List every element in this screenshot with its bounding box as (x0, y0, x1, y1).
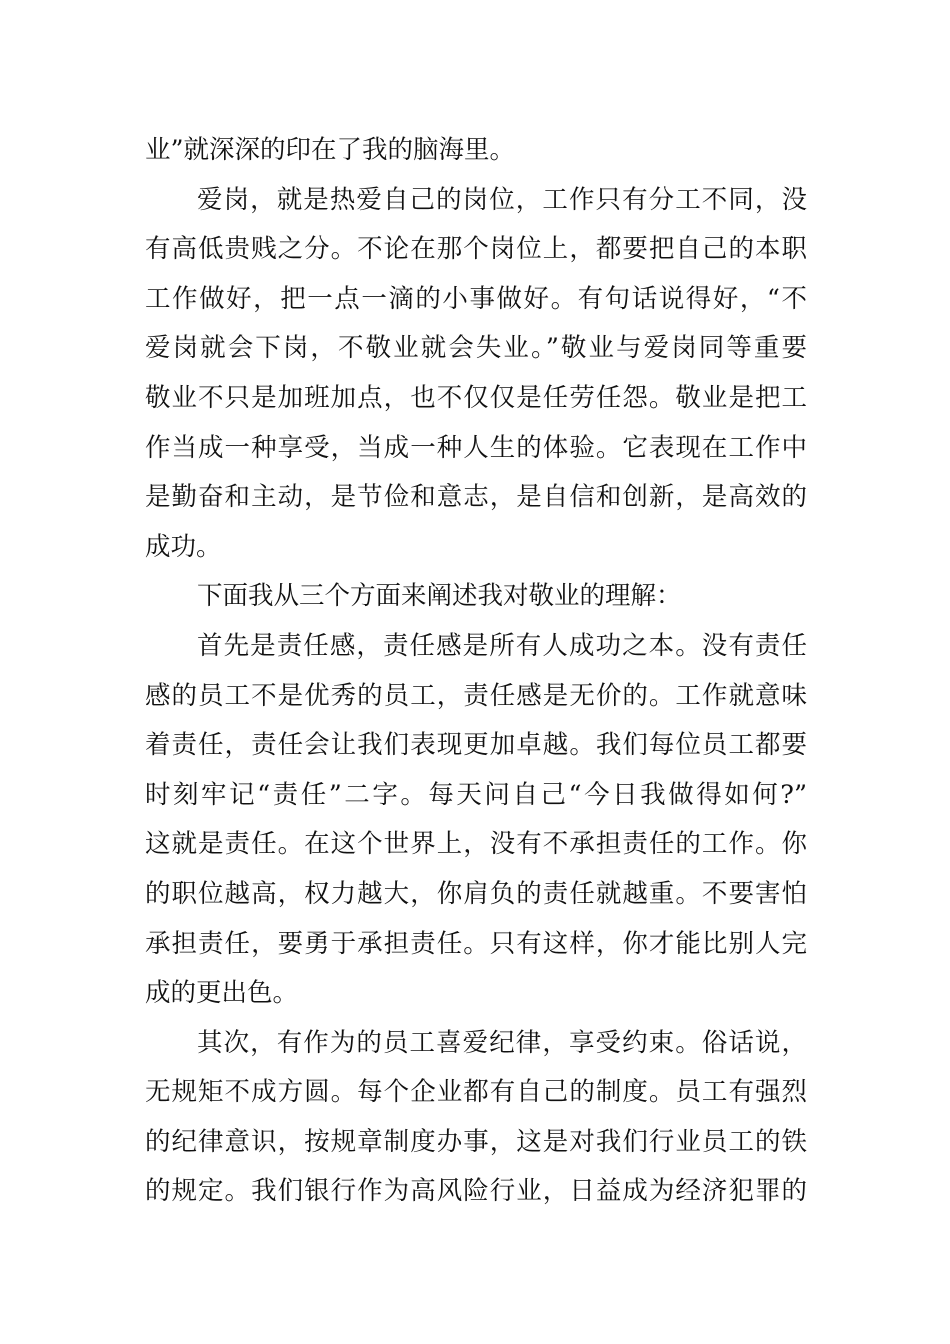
text-line: 爱岗，就是热爱自己的岗位，工作只有分工不同，没 (197, 184, 807, 215)
text-line: 的纪律意识，按规章制度办事，这是对我们行业员工的铁 (145, 1126, 807, 1157)
text-line: 感的员工不是优秀的员工，责任感是无价的。工作就意味 (145, 680, 807, 711)
document-body (145, 126, 807, 1217)
text-line: 这就是责任。在这个世界上，没有不承担责任的工作。你 (145, 829, 807, 860)
text-line: 着责任，责任会让我们表现更加卓越。我们每位员工都要 (145, 730, 807, 761)
text-line: 时刻牢记“责任”二字。每天问自己“今日我做得如何?” (145, 779, 807, 810)
text-line: 的规定。我们银行作为高风险行业，日益成为经济犯罪的 (145, 1176, 807, 1207)
text-line: 成的更出色。 (145, 978, 299, 1009)
text-line: 有高低贵贱之分。不论在那个岗位上，都要把自己的本职 (145, 234, 807, 265)
text-line: 无规矩不成方圆。每个企业都有自己的制度。员工有强烈 (145, 1077, 807, 1108)
text-line: 作当成一种享受，当成一种人生的体验。它表现在工作中 (145, 432, 807, 463)
text-line: 首先是责任感，责任感是所有人成功之本。没有责任 (197, 630, 807, 661)
text-line: 下面我从三个方面来阐述我对敬业的理解： (197, 581, 682, 612)
text-line: 承担责任，要勇于承担责任。只有这样，你才能比别人完 (145, 928, 807, 959)
text-line: 是勤奋和主动，是节俭和意志，是自信和创新，是高效的 (145, 482, 807, 513)
text-line: 爱岗就会下岗，不敬业就会失业。”敬业与爱岗同等重要 (145, 333, 807, 364)
text-line: 其次，有作为的员工喜爱纪律，享受约束。俗话说， (197, 1027, 807, 1058)
text-line: 工作做好，把一点一滴的小事做好。有句话说得好，“不 (145, 283, 807, 314)
text-line: 业”就深深的印在了我的脑海里。 (145, 135, 516, 165)
text-line: 敬业不只是加班加点，也不仅仅是任劳任怨。敬业是把工 (145, 382, 807, 413)
text-line: 的职位越高，权力越大，你肩负的责任就越重。不要害怕 (145, 878, 807, 909)
text-line: 成功。 (145, 531, 222, 562)
